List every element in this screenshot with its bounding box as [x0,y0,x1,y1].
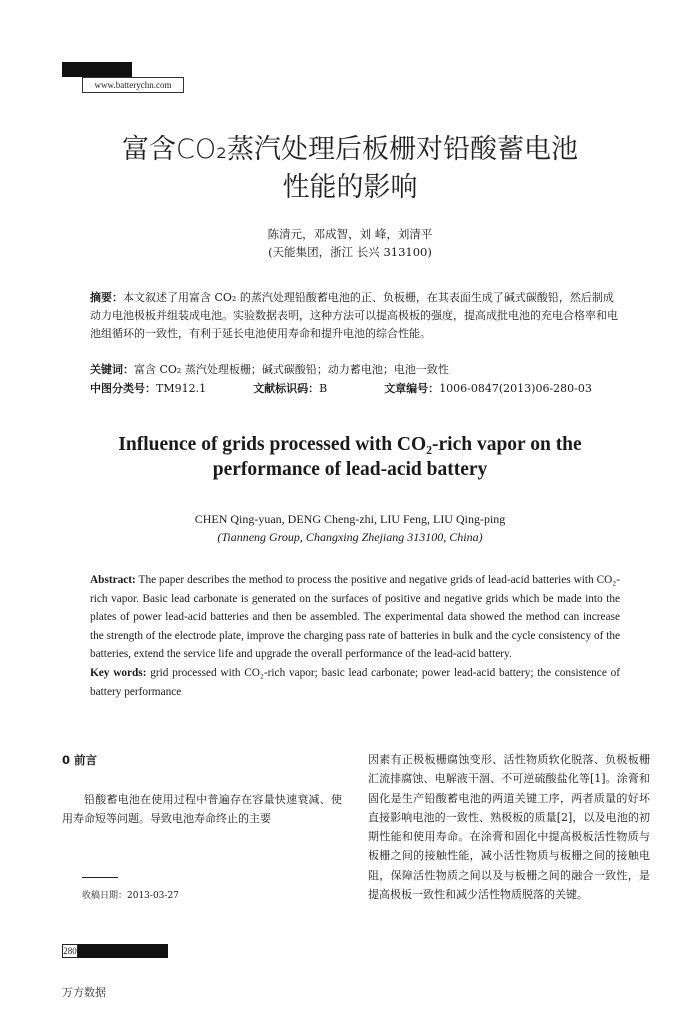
authors-cn: 陈清元，邓成智，刘 峰，刘清平 [267,227,433,241]
article-no-value: 1006-0847(2013)06-280-03 [439,382,592,395]
abstract-cn [90,289,620,343]
article-no-label: 文章编号： [384,382,440,395]
affiliation-cn: (天能集团，浙江 长兴 313100) [268,245,432,259]
watermark: 万方数据 [62,986,106,999]
title-cn-line1: 富含CO₂蒸汽处理后板栅对铅酸蓄电池 [122,134,578,165]
abstract-cn-label: 摘要： [90,291,123,304]
page-title-en [60,432,640,482]
page-number: 280 [63,946,77,956]
header-url: www.batterychn.com [82,77,184,93]
abstract-cn-text: 本文叙述了用富含 CO₂ 的蒸汽处理铅酸蓄电池的正、负板栅，在其表面生成了碱式碳酸铅，然后制成动力电池极板并组装成电池。实验数据表明，这种方法可以提高极板的强度，提高成批电池的充电合格率和电池组循环的一致性，有利于延长电池使用寿命和提升电池的综合性能。 [90,291,618,340]
keywords-cn-text: 富含 CO₂ 蒸汽处理板栅；碱式碳酸铅；动力蓄电池；电池一致性 [134,363,449,376]
clc-label: 中图分类号： [90,382,156,395]
keywords-en-label: Key words: [90,666,147,679]
page-title-cn [0,131,700,207]
keywords-cn [90,361,620,379]
footer-black-bar [78,944,168,958]
received-date: 收稿日期：2013-03-27 [82,891,179,901]
intro-left-paragraph: 铅酸蓄电池在使用过程中普遍存在容量快速衰减、使用寿命短等问题。导致电池寿命终止的主要 [62,793,342,826]
affiliation-en: (Tianneng Group, Changxing Zhejiang 313100, China) [217,530,483,544]
clc-value: TM912.1 [156,382,207,395]
classification-line [90,380,620,398]
intro-right-paragraph: 因素有正极板栅腐蚀变形、活性物质软化脱落、负极板栅汇流排腐蚀、电解液干涸、不可逆硫酸盐化等[1]。涂膏和固化是生产铅酸蓄电池的两道关键工序，两者质量的好坏直接影响电池的一致性、熟极板的质量[2]，以及电池的初期性能和使用寿命。在涂膏和固化中提高极板活性物质与板栅之间的接触性能，减小活性物质与板栅之间的接触电阻，保障活性物质之间以及与板栅之间的融合一致性，是提高极板一致性和减少活性物质脱落的关键。 [368,753,650,902]
title-en-line2: performance of lead-acid battery [212,459,488,480]
abstract-en-text: The paper describes the method to process the positive and negative grids of lead-acid batteries with CO₂-rich vapor. Basic lead carbonate is generated on the surfaces of positive and negative grids which be made into the plates of power lead-acid batteries and then be assembled. The experimental data showed the method can increase the strength of the electrode plate, improve the charging pass rate of batteries in bulk and the cycle consistency of the batteries, extend the service life and upgrade the overall performance of the lead-acid battery. [90,574,620,661]
doc-code-value: B [319,382,328,395]
abstract-en [90,571,620,701]
title-cn-line2: 性能的影响 [282,172,418,203]
abstract-en-label: Abstract: [90,574,136,586]
footnote-rule [82,877,118,878]
keywords-cn-label: 关键词： [90,363,134,376]
authors-en: CHEN Qing-yuan, DENG Cheng-zhi, LIU Feng, LIU Qing-ping [194,512,506,526]
header-black-bar [62,62,132,77]
doc-code-label: 文献标识码： [253,382,320,395]
keywords-en-text: grid processed with CO₂-rich vapor; basic lead carbonate; power lead-acid battery; the consistence of battery performance [90,666,620,698]
title-en-line1: Influence of grids processed with CO₂-rich vapor on the [118,434,582,455]
section-heading: 0 前言 [62,753,98,767]
